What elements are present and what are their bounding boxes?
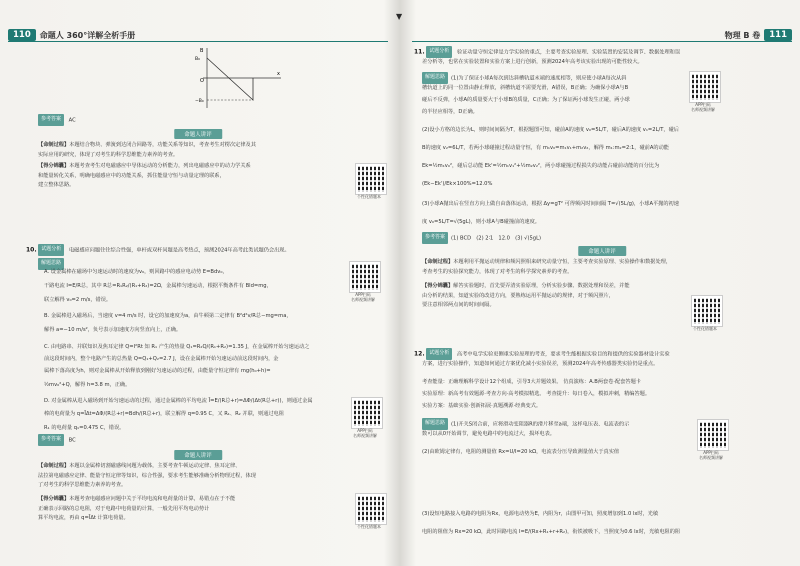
left-para-3: 【命制过程】本题以金属棒切割磁感线问题为载体，主要考查牛顿运动定律、焦耳定律、 法拉第电磁感应定律、能量守恒定律等知识，综合性强，要求考生能够准确分析物理过程，体现 了对考生的科学思维能力素养的考查。: [38, 463, 256, 489]
qr-label: 个性化错题本: [357, 194, 381, 199]
q11-line: 的半径应相等，D正确。: [422, 109, 478, 115]
q10-intro-row: [26, 244, 290, 256]
left-para-2: 【得分锦囊】本题考查考生对电磁感应中导体运动的分析能力，列出电磁感应中的动力学关系 和能量转化关系，明确电磁感应中的功能关系，抓住能量守恒与动量定理的联系， 建立整体思路。: [38, 163, 251, 189]
q12-solve-line: (3)设短电路接入电路的电阻为Rx，电源电动势为E，内阻为r，由图甲可知，照度增加到1.0 lx时，光敏: [422, 511, 659, 517]
qr-label: APP扫码 名师视频讲解: [353, 428, 377, 438]
q12-intro-row: 12. 试题分析 高考中电学实验更侧重实验原理的考查，要求考生能根据实验目的和提供的实验器材设计实验: [414, 348, 794, 360]
qr-label: APP扫码 名师视频讲解: [699, 450, 723, 460]
q11-line: 碰后不反弹，小球A的质量要大于小球B的质量，C正确；为了保证两小球发生正碰，两小球: [422, 97, 630, 103]
q12-solve-line: (2)由欧姆定律有，电阻的测量值 Rx=U/I=20 kΩ，电流表分压导致测量值大于真实值: [422, 449, 620, 455]
qr-code[interactable]: [350, 262, 380, 292]
q10-line: C. 由电路串、并联知识及焦耳定律 Q=I²Rt 知 R₁ 产生的热量 Q₁=R₂Q/(R₁+R₂)=1.35 J，在金属棒开始匀速运动之: [44, 344, 310, 350]
qr-code[interactable]: [690, 72, 720, 102]
graph-line: [207, 58, 253, 100]
q10-line: R₁ 的电荷量 q₁=0.475 C，错误。: [44, 425, 125, 431]
graph-y-label: B: [200, 48, 204, 54]
q11-line: Ek=½m₁v₀²，碰后总动能 Ek'=½m₁v₁²+½m₂v₂²，两小球碰撞过程损失的动能占碰前动能的百分比为: [422, 163, 660, 169]
q12-line: 实验原理：新高考有效题源·考查方向·高考模拟精选。 考查提升：每日卷入，模拟冲刺，精编答题。: [422, 391, 651, 397]
left-para-1: 【命制过程】本题结合物块、弹簧到达闭合回路等，功能关系等知识，考查考生对楞次定律及其 实际应用的研究，体现了对考生的科学思维能力素养的考查。: [38, 142, 256, 158]
right-header-title: 物理 B 卷: [724, 30, 761, 40]
q10-line: 干路电流 I=E/R总，其中 R总=R₁R₂/(R₁+R₂)=2Ω，金属棒匀速运动，根据平衡条件有 Bld=mg，: [44, 283, 272, 289]
q11-line: (3)小球A抛出后在竖直方向上做自由落体运动，根据 Δy=gT² 可得频闪时间间隔 T=√(5L/g)，小球A平抛的初速: [422, 201, 679, 207]
left-header-title: 命题人 360°详解全析手册: [39, 30, 136, 40]
answer-tag-2: 参考答案: [38, 434, 64, 446]
qr-label: APP扫码 名师视频讲解: [691, 102, 715, 112]
q11-line: B的速度 v₂=6L/T，若两小球碰撞过程动量守恒，有 m₁v₀=m₁v₁+m₂v₂，解得 m₁:m₂=2:1，碰前A的动能: [422, 145, 669, 151]
left-page-number: 110: [8, 29, 36, 41]
right-header: [721, 28, 792, 42]
q10-intro: 电磁感应问题往往综合性强，单杆或双杆问题是高考热点，预测2024年高考此类试题仍会出现。: [68, 247, 290, 254]
q10-line: ½mv₀²+Q，解得 h=3.8 m，正确。: [44, 382, 131, 388]
q11-line: 槽轨道上的同一位置由静止释放，斜槽轨道不需要光滑，A错误，B正确；为确保小球A与B: [422, 85, 629, 91]
q10-solve-tag: 解题思路: [38, 258, 64, 270]
corner-mark: ▼: [396, 12, 403, 21]
q10-line: 棒的电荷量为 q=ĪΔt=ΔΦ/(R总+r)=Bdh/(R总+r)，联立解得 q=0.95 C，又 R₁、R₂ 并联，则通过电阻: [44, 411, 284, 417]
qr-code[interactable]: [356, 494, 386, 524]
q12-intro-line: 方案，进行实验操作，知道如何通过方案优化减小实验误差，预测2024年高考传感器类实验仍是重点。: [422, 361, 659, 367]
analysis-banner-1: 命题人讲评: [174, 129, 222, 139]
left-header-rule: [8, 41, 388, 42]
qr-code[interactable]: [698, 420, 728, 450]
q10-tag: 试题分析: [38, 244, 64, 256]
graph-top-tick: B₀: [195, 57, 200, 62]
right-header-rule: [412, 41, 792, 42]
graph-origin: O: [200, 78, 204, 84]
qr-code[interactable]: [352, 398, 382, 428]
answer-row-1: [38, 114, 76, 126]
qr-label: 个性化错题本: [693, 326, 717, 331]
q11-intro-row: 11. 试题分析 验证动量守恒定律是力学实验的重点，主要考查实验原理、实验装置的安装及调节、数据处理和误: [414, 46, 794, 58]
right-para-1: 【命制过程】本题利用平抛运动规律和频闪照相来研究动量守恒，主要考查实验原理、实验操作和数据处理， 考查考生的实验探究能力，体现了对考生的科学探究素养的考查。: [422, 259, 672, 275]
graph-x-label: x: [277, 71, 280, 77]
right-para-2: 【得分锦囊】解答实验题时，首先要弄清实验原理，分析实验步骤、数据处理和误差，并能 由分析的结果，知道实验的改进方向，要熟练运用平抛运动的规律，对于频闪照片， 要注意相邻两点间的时间间隔。: [422, 283, 630, 309]
left-header: [8, 28, 139, 42]
answer-row-2: [38, 434, 76, 446]
q11-line: 解题思路 (1)为了保证小球A每次到达斜槽轨道末端的速度相等，则应使小球A每次从斜: [422, 72, 722, 84]
qr-label: 个性化错题本: [357, 524, 381, 529]
b-x-graph: [195, 44, 285, 110]
q11-intro-line: 差分析等，也常在实验装置和实验方案上进行创新，预测2024年高考该实验出现的可能性较大。: [422, 59, 643, 65]
q10-line: B. 金属棒进入磁场后，当速度 v=4 m/s 时，设它的加速度为a，由牛顿第二定律有 B²d²v/R总−mg=ma，: [44, 313, 292, 319]
analysis-banner-r1: 命题人讲评: [578, 246, 626, 256]
q12-line: 考查能量：正确理解科学设计12个组成，引导3大并题效果。 仿真演练：A.B两套卷·配套答题卡: [422, 379, 641, 385]
q11-line: 度 v₀=5L/T=√(5gL)，则小球A与B碰撞前的速度。: [422, 219, 540, 225]
qr-code[interactable]: [356, 164, 386, 194]
right-page: [404, 0, 800, 566]
left-page: [0, 0, 396, 566]
right-page-number: 111: [764, 29, 792, 41]
graph-bottom-tick: −B₀: [195, 99, 204, 104]
q12-solve-line: 解题思路 (1)开关S闭合前，应将滑动变阻器R的滑片移至a端，这样电压表、电流表的示: [422, 418, 712, 430]
q10-line: 解得 a=−10 m/s²，负号表示加速度方向竖直向上，正确。: [44, 327, 182, 333]
q10-line: 前这段时间内，整个电路产生的总热量 Q=Q₁+Q₂=2.7 J，设在金属棒开始匀速运动前这段时间内，金: [44, 356, 279, 362]
q10-line: D. 对金属棒从进入磁场到开始匀速运动的过程，通过金属棒的平均电流 Ī=E/(R总+r)=ΔΦ/(Δt(R总+r))，则通过金属: [44, 398, 313, 404]
q10-line: 联立解得 v₀=2 m/s，错误。: [44, 297, 112, 303]
q11-line: (2)设小方格的边长为L，则时间间隔为T，根据题图可知，碰前A的速度 v₀=5L/T，碰后A的速度 v₁=2L/T，碰后: [422, 127, 679, 133]
answer-value-1: AC: [68, 117, 76, 124]
q12-solve-line: 数可以从0开始调节，避免电路中的电流过大，损坏电表。: [422, 431, 555, 437]
qr-code[interactable]: [692, 296, 722, 326]
q10-line: 属棒下落高度为h，则对金属棒从开始释放到刚好匀速运动的过程，由能量守恒定律有 mg(h₀+h)=: [44, 368, 271, 374]
answer-row-r1: 参考答案 (1) BCD (2) 2∶1 12.0 (3) √(5gL): [422, 232, 722, 244]
q10-line: A. 设金属棒在磁场中匀速运动时的速度为v₀，则回路中的感应电动势 E=Bdv₀，: [44, 269, 228, 275]
analysis-banner-2: 命题人讲评: [174, 450, 222, 460]
answer-value-2: BC: [68, 437, 76, 444]
left-para-4: 【得分锦囊】本题考查电磁感应问题中关于平均电流和电荷量的计算，易错点在于不能 正确表示回路的总电阻，对于电路中电荷量的计算，一般先用平均电动势计 算平均电流，再由 q=ĪΔt 计算电荷量。: [38, 496, 236, 522]
q12-solve-line: 电阻的阻值为 Rx=20 kΩ，此时回路电流 I=E/(Rx+R₁+r+R₂)，衔铁被吸下，当照度为0.6 lx时，光敏电阻的阻: [422, 529, 681, 535]
q12-line: 实验方案：基础实验·创新拓展·真题溯源·经典变式。: [422, 403, 542, 409]
q11-line: (Ek−Ek')/Ek×100%=12.0%: [422, 181, 493, 187]
answer-tag-1: 参考答案: [38, 114, 64, 126]
qr-label: APP扫码 名师视频讲解: [351, 292, 375, 302]
q10-number: 10.: [26, 246, 37, 254]
